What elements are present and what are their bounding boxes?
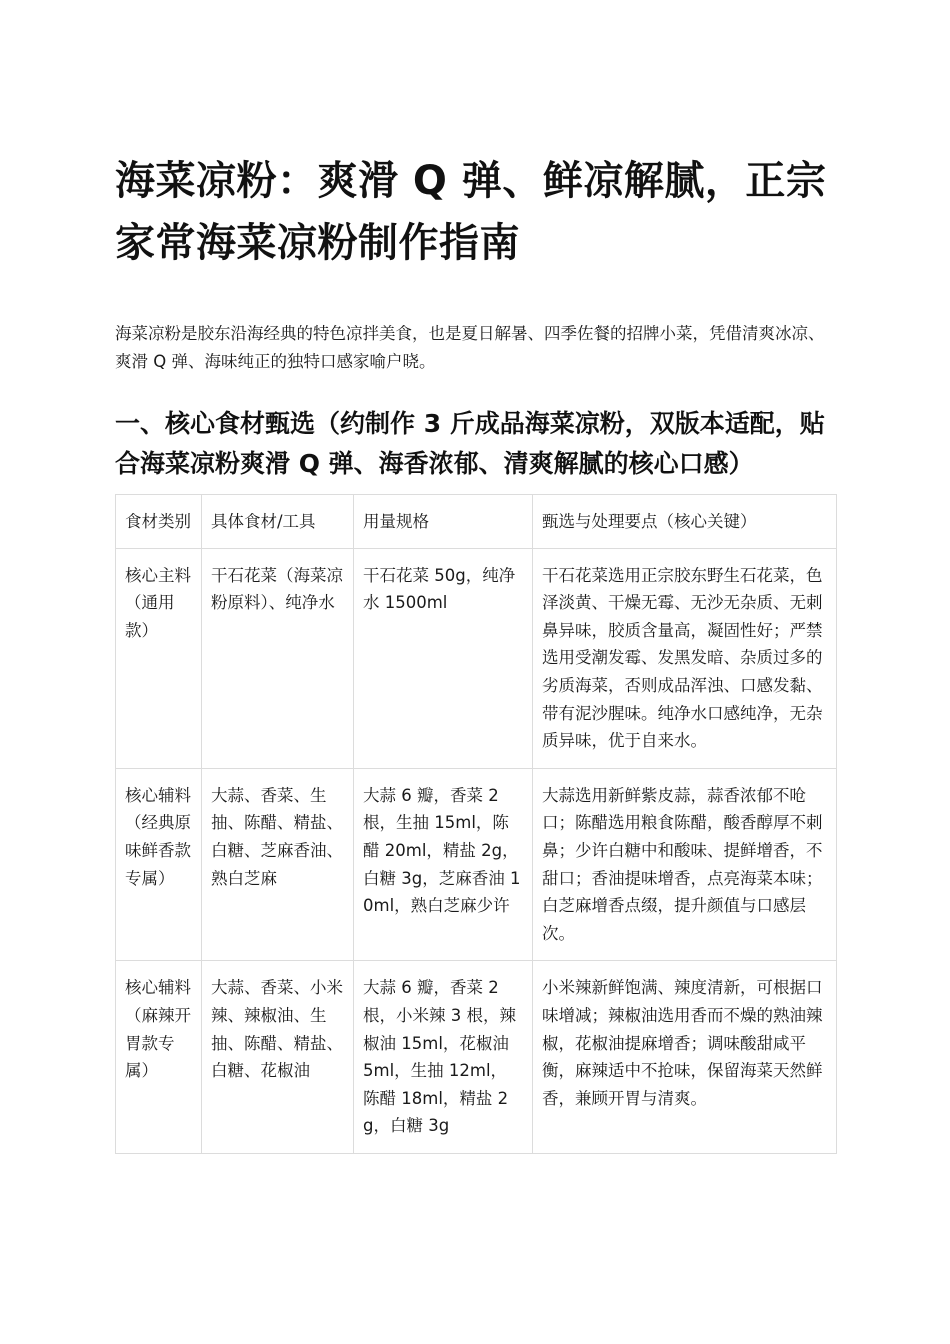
header-ingredients: 具体食材/工具	[202, 495, 354, 549]
ingredients-table	[115, 494, 837, 1154]
cell-ingredients: 干石花菜（海菜凉粉原料）、纯净水	[202, 548, 354, 768]
header-category: 食材类别	[116, 495, 202, 549]
table-row	[116, 768, 837, 961]
table-header-row	[116, 495, 837, 549]
cell-quantity: 干石花菜 50g，纯净水 1500ml	[354, 548, 533, 768]
page-title: 海菜凉粉：爽滑 Q 弹、鲜凉解腻，正宗家常海菜凉粉制作指南	[115, 158, 827, 266]
cell-selection-notes: 干石花菜选用正宗胶东野生石花菜，色泽淡黄、干燥无霉、无沙无杂质、无刺鼻异味，胶质含量高，凝固性好；严禁选用受潮发霉、发黑发暗、杂质过多的劣质海菜，否则成品浑浊、口感发黏、带有泥沙腥味。纯净水口感纯净，无杂质异味，优于自来水。	[533, 548, 837, 768]
cell-selection-notes: 小米辣新鲜饱满、辣度清新，可根据口味增减；辣椒油选用香而不燥的熟油辣椒，花椒油提麻增香；调味酸甜咸平衡，麻辣适中不抢味，保留海菜天然鲜香，兼顾开胃与清爽。	[533, 961, 837, 1154]
cell-quantity: 大蒜 6 瓣，香菜 2 根，生抽 15ml，陈醋 20ml，精盐 2g，白糖 3g，芝麻香油 10ml，熟白芝麻少许	[354, 768, 533, 961]
header-selection-notes: 甄选与处理要点（核心关键）	[533, 495, 837, 549]
cell-category: 核心辅料（经典原味鲜香款专属）	[116, 768, 202, 961]
cell-quantity: 大蒜 6 瓣，香菜 2 根，小米辣 3 根，辣椒油 15ml，花椒油 5ml，生抽 12ml，陈醋 18ml，精盐 2g，白糖 3g	[354, 961, 533, 1154]
header-quantity: 用量规格	[354, 495, 533, 549]
table-row	[116, 548, 837, 768]
cell-category: 核心辅料（麻辣开胃款专属）	[116, 961, 202, 1154]
intro-paragraph: 海菜凉粉是胶东沿海经典的特色凉拌美食，也是夏日解暑、四季佐餐的招牌小菜，凭借清爽冰凉、爽滑 Q 弹、海味纯正的独特口感家喻户晓。	[115, 324, 825, 371]
section-heading-ingredients: 一、核心食材甄选（约制作 3 斤成品海菜凉粉，双版本适配，贴合海菜凉粉爽滑 Q 弹、海香浓郁、清爽解腻的核心口感）	[115, 409, 825, 478]
cell-category: 核心主料（通用款）	[116, 548, 202, 768]
cell-selection-notes: 大蒜选用新鲜紫皮蒜，蒜香浓郁不呛口；陈醋选用粮食陈醋，酸香醇厚不刺鼻；少许白糖中和酸味、提鲜增香，不甜口；香油提味增香，点亮海菜本味；白芝麻增香点缀，提升颜值与口感层次。	[533, 768, 837, 961]
cell-ingredients: 大蒜、香菜、生抽、陈醋、精盐、白糖、芝麻香油、熟白芝麻	[202, 768, 354, 961]
table-row	[116, 961, 837, 1154]
document-page	[115, 150, 835, 1154]
cell-ingredients: 大蒜、香菜、小米辣、辣椒油、生抽、陈醋、精盐、白糖、花椒油	[202, 961, 354, 1154]
